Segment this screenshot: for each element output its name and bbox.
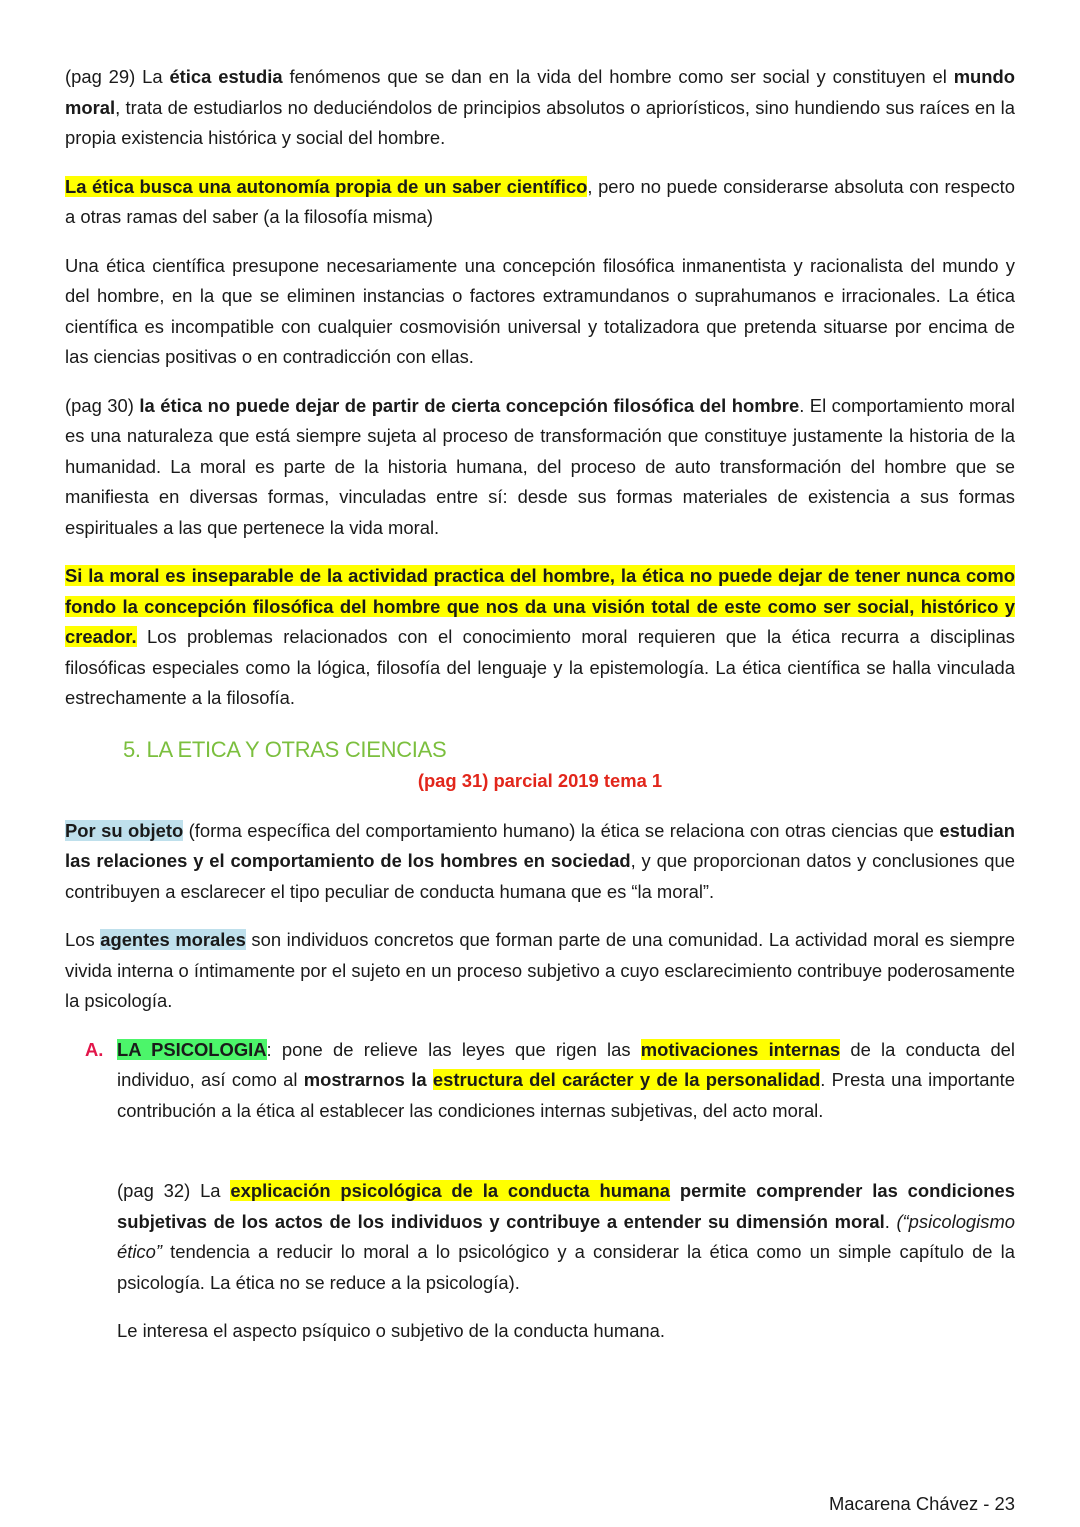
text-span: : pone de relieve las leyes que rigen las <box>266 1038 641 1060</box>
paragraph-autonomia <box>65 172 1015 233</box>
text-span: Los <box>65 929 101 950</box>
page-footer: Macarena Chávez - 23 <box>828 1493 1015 1514</box>
paragraph-agentes-morales <box>65 925 1015 1017</box>
text-span <box>427 1069 433 1090</box>
bold-term: mundo moral <box>65 66 1015 118</box>
text-span: (pag 30) <box>65 394 140 416</box>
paragraph-concepcion-filosofica <box>65 391 1015 544</box>
text-span: , pero no puede considerarse absoluta con respecto a otras ramas del saber (a la filosofía misma) <box>65 175 1015 227</box>
document-page <box>65 62 1015 1347</box>
highlight-yellow: motivaciones internas <box>640 1038 841 1060</box>
highlight-yellow: explicación psicológica de la conducta humana <box>230 1180 671 1201</box>
text-span: de la conducta del individuo, así como al <box>117 1038 1015 1090</box>
text-span: (pag 32) La <box>117 1180 231 1201</box>
indented-block <box>65 1176 1015 1347</box>
bold-term: mostrarnos la <box>303 1069 427 1090</box>
highlight-yellow: Si la moral es inseparable de la actividad practica del hombre, la ética no puede dejar de tener nunca como fondo la concepción filosófica del hombre que nos da una visión total de este como ser social, histórico y creador. <box>65 565 1015 647</box>
paragraph-explicacion-psicologica <box>117 1176 1015 1298</box>
highlight-yellow: La ética busca una autonomía propia de un saber científico <box>65 175 588 197</box>
text-span: . Presta una importante contribución a la ética al establecer las condiciones internas subjetivas, del acto moral. <box>117 1069 1016 1121</box>
italic-term: (“psicologismo ético” <box>117 1210 1015 1262</box>
bold-term: estudian las relaciones y el comportamiento de los hombres en sociedad <box>65 819 1015 871</box>
text-span: (forma específica del comportamiento humano) la ética se relaciona con otras ciencias que <box>183 819 940 841</box>
text-span: (pag 29) La <box>65 66 170 87</box>
list-marker: A. <box>85 1038 104 1060</box>
paragraph-etica-cientifica <box>65 251 1015 373</box>
paragraph-aspecto-psiquico <box>117 1316 1015 1347</box>
text-span: Los problemas relacionados con el conocimiento moral requieren que la ética recurra a disciplinas filosóficas especiales como la lógica, filosofía del lenguaje y la epistemología. La ética científica se halla vinculada estrechamente a la filosofía. <box>65 626 1015 708</box>
list-item-psicologia <box>65 1035 1015 1127</box>
highlight-yellow: estructura del carácter y de la personalidad <box>432 1069 821 1090</box>
text-span: . <box>884 1210 897 1232</box>
text-span: , trata de estudiarlos no deduciéndolos de principios absolutos o apriorísticos, sino hundiendo sus raíces en la propia existencia histórica y social del hombre. <box>65 96 1015 148</box>
text-span: son individuos concretos que forman parte de una comunidad. La actividad moral es siempre vivida interna o íntimamente por el sujeto en un proceso subjetivo a cuyo esclarecimiento contribuye poderosamente la psicología. <box>65 929 1015 1011</box>
text-span: , y que proporcionan datos y conclusiones que contribuyen a esclarecer el tipo peculiar de conducta humana que es “la moral”. <box>65 850 1015 902</box>
text-span: . El comportamiento moral es una naturaleza que está siempre sujeta al proceso de transformación que constituye justamente la historia de la humanidad. La moral es parte de la historia humana, del proceso de auto transformación del hombre que se manifiesta en diversas formas, vinculadas entre sí: desde sus formas materiales de existencia a sus formas espirituales a las que pertenece la vida moral. <box>65 394 1015 538</box>
text-span: tendencia a reducir lo moral a lo psicológico y a considerar la ética como un simple capítulo de la psicología. La ética no se reduce a la psicología). <box>117 1241 1015 1293</box>
bold-term: ética estudia <box>169 66 283 87</box>
text-span: Le interesa el aspecto psíquico o subjetivo de la conducta humana. <box>117 1320 665 1341</box>
text-span: fenómenos que se dan en la vida del hombre como ser social y constituyen el <box>282 66 954 87</box>
paragraph-moral-inseparable <box>65 561 1015 714</box>
text-span: Una ética científica presupone necesariamente una concepción filosófica inmanentista y racionalista del mundo y del hombre, en la que se eliminen instancias o factores extramundanos o suprahumanos e irracionales. La ética científica es incompatible con cualquier cosmovisión universal y totalizadora que pretenda situarse por encima de las ciencias positivas o en contradicción con ellas. <box>65 254 1015 367</box>
highlight-blue: Por su objeto <box>65 819 184 841</box>
bold-term: permite comprender las condiciones subjetivas de los actos de los individuos y contribuye a entender su dimensión moral <box>117 1180 1015 1232</box>
paragraph-por-su-objeto <box>65 816 1015 908</box>
highlight-blue: agentes morales <box>100 929 246 950</box>
paragraph-etica-estudia <box>65 62 1015 154</box>
section-subtitle: (pag 31) parcial 2019 tema 1 <box>417 769 663 791</box>
paragraph-psicologia <box>117 1035 1015 1127</box>
bold-term: la ética no puede dejar de partir de cierta concepción filosófica del hombre <box>139 394 800 416</box>
highlight-green: LA PSICOLOGIA <box>117 1038 267 1060</box>
section-heading: 5. LA ETICA Y OTRAS CIENCIAS <box>123 736 447 762</box>
